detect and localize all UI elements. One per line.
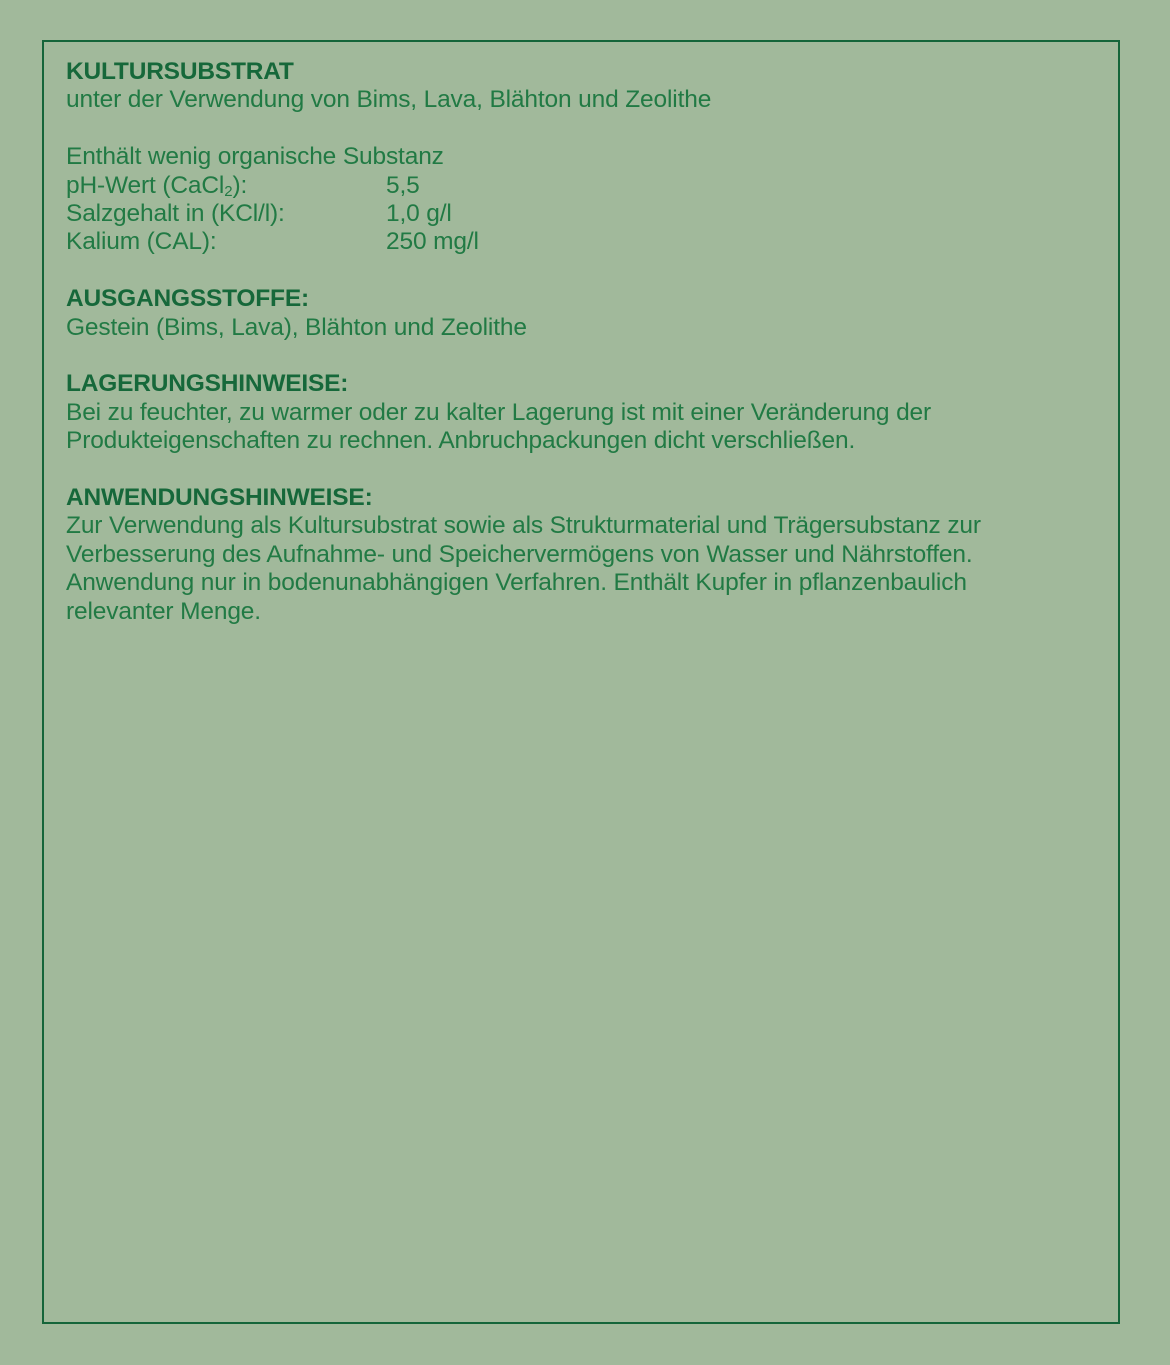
property-label: Kalium (CAL):: [66, 228, 217, 256]
label-frame: [42, 40, 1120, 1324]
lagerungshinweise-line: Bei zu feuchter, zu warmer oder zu kalter Lagerung ist mit einer Veränderung der: [66, 398, 932, 426]
property-label: Salzgehalt in (KCl/l):: [66, 200, 285, 228]
ausgangsstoffe-text: Gestein (Bims, Lava), Blähton und Zeolithe: [66, 313, 527, 341]
kultursubstrat-heading: KULTURSUBSTRAT: [66, 58, 294, 85]
property-row-salt: [66, 200, 1098, 228]
kultursubstrat-subtitle: unter der Verwendung von Bims, Lava, Blähton und Zeolithe: [66, 86, 712, 114]
label-content: [66, 58, 1098, 626]
property-row-potassium: [66, 228, 1098, 256]
property-value: 250 mg/l: [386, 228, 479, 256]
lagerungshinweise-heading: LAGERUNGSHINWEISE:: [66, 370, 349, 398]
lagerungshinweise-line: Produkteigenschaften zu rechnen. Anbruchpackungen dicht verschließen.: [66, 427, 856, 455]
spacer: [66, 257, 1098, 285]
spacer: [66, 115, 1098, 143]
anwendungshinweise-heading: ANWENDUNGSHINWEISE:: [66, 484, 373, 512]
anwendungshinweise-line: Verbesserung des Aufnahme- und Speichervermögens von Wasser und Nährstoffen.: [66, 540, 973, 568]
property-label: pH-Wert (CaCl$_2$):: [66, 171, 248, 200]
spacer: [66, 342, 1098, 370]
anwendungshinweise-line: relevanter Menge.: [66, 597, 261, 625]
property-row-ph: [66, 172, 1098, 200]
spacer: [66, 456, 1098, 484]
ausgangsstoffe-heading: AUSGANGSSTOFFE:: [66, 285, 309, 313]
property-value: 5,5: [386, 171, 420, 199]
anwendungshinweise-line: Anwendung nur in bodenunabhängigen Verfahren. Enthält Kupfer in pflanzenbaulich: [66, 569, 967, 597]
organic-substance-note: Enthält wenig organische Substanz: [66, 143, 444, 171]
anwendungshinweise-line: Zur Verwendung als Kultursubstrat sowie als Strukturmaterial und Trägersubstanz zur: [66, 512, 981, 540]
property-value: 1,0 g/l: [386, 200, 452, 228]
